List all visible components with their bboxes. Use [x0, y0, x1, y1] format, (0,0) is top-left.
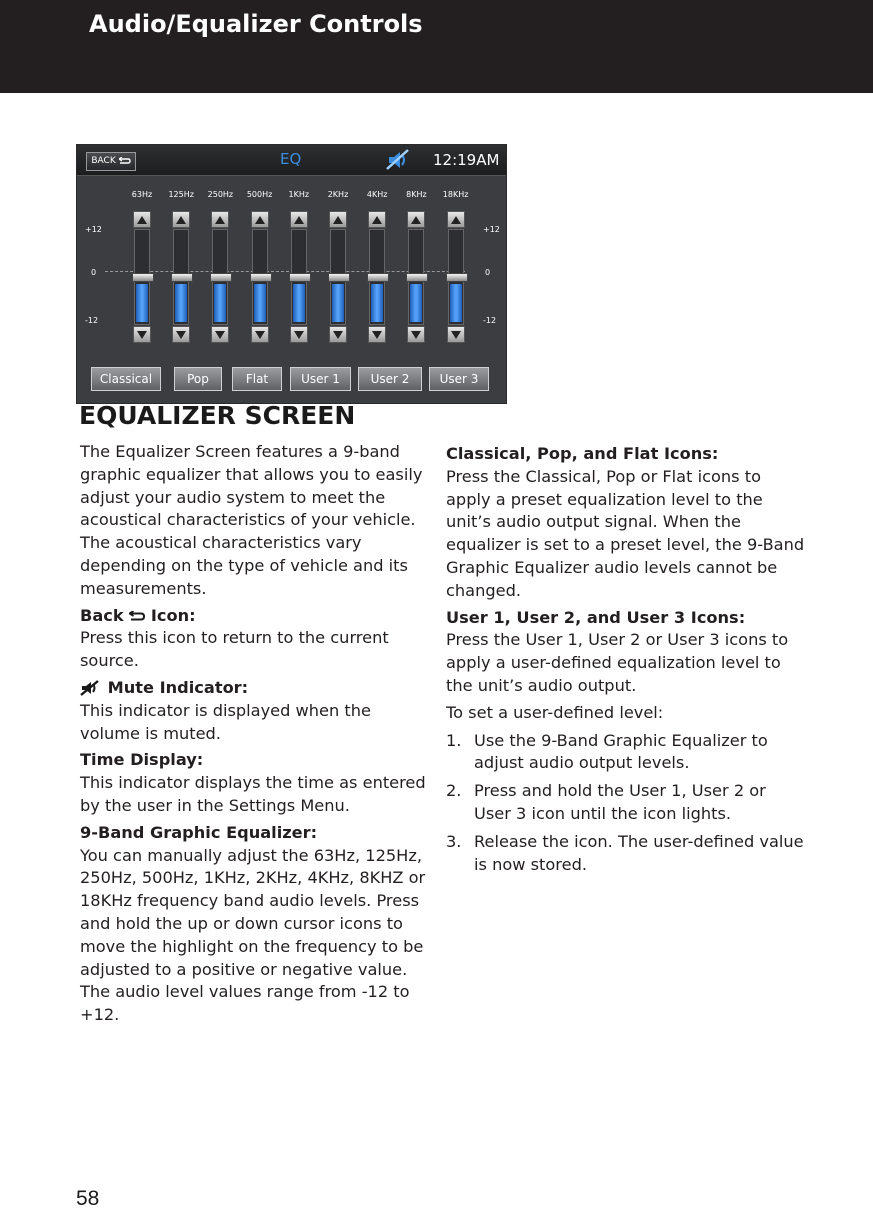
step-item [446, 780, 806, 826]
scale-min-right: -12 [483, 316, 497, 325]
preset-user1-button[interactable]: User 1 [290, 367, 351, 391]
step-text: Press and hold the User 1, User 2 or User 3 icon until the icon lights. [474, 781, 766, 823]
band-track [369, 229, 385, 325]
mute-icon [385, 147, 411, 173]
freq-label: 2KHz [327, 190, 349, 199]
preset-heading: Classical, Pop, and Flat Icons: [446, 444, 719, 463]
geq-heading: 9-Band Graphic Equalizer: [80, 822, 318, 842]
band-knob[interactable] [210, 273, 232, 282]
eq-screenshot [76, 144, 507, 404]
band-up-button[interactable] [329, 211, 347, 228]
time-text: This indicator displays the time as entered by the user in the Settings Menu. [80, 773, 426, 815]
time-heading: Time Display: [80, 750, 204, 770]
band-up-button[interactable] [290, 211, 308, 228]
preset-user2-button[interactable]: User 2 [358, 367, 422, 391]
back-heading-suffix: Icon: [145, 605, 196, 625]
band-down-button[interactable] [368, 326, 386, 343]
band-knob[interactable] [406, 273, 428, 282]
band-down-button[interactable] [211, 326, 229, 343]
freq-label: 4KHz [366, 190, 388, 199]
band-down-button[interactable] [251, 326, 269, 343]
preset-pop-button[interactable]: Pop [174, 367, 222, 391]
band-up-button[interactable] [447, 211, 465, 228]
band-knob[interactable] [132, 273, 154, 282]
freq-label: 63Hz [131, 190, 153, 199]
band-level-fill [371, 284, 383, 323]
step-item [446, 730, 806, 776]
freq-label: 8KHz [406, 190, 427, 199]
user-set-text: To set a user-defined level: [446, 702, 664, 722]
band-down-button[interactable] [447, 326, 465, 343]
mute-icon [80, 680, 102, 696]
step-item [446, 831, 806, 877]
user-heading: User 1, User 2, and User 3 Icons: [446, 607, 746, 627]
band-track [448, 229, 464, 325]
back-heading [80, 605, 432, 628]
back-button[interactable] [86, 152, 136, 171]
band-level-fill [410, 284, 422, 323]
band-level-fill [254, 284, 266, 323]
band-up-button[interactable] [251, 211, 269, 228]
band-knob[interactable] [367, 273, 389, 282]
mute-heading [80, 677, 432, 700]
scale-zero-right: 0 [485, 268, 491, 277]
band-up-button[interactable] [133, 211, 151, 228]
band-knob[interactable] [171, 273, 193, 282]
band-level-fill [214, 284, 226, 323]
scale-zero-left: 0 [91, 268, 97, 277]
preset-flat-button[interactable]: Flat [232, 367, 282, 391]
back-label: BACK [91, 156, 116, 166]
band-down-button[interactable] [329, 326, 347, 343]
band-knob[interactable] [250, 273, 272, 282]
mute-heading-label: Mute Indicator: [107, 677, 249, 697]
band-up-button[interactable] [407, 211, 425, 228]
preset-text: Press the Classical, Pop or Flat icons to apply a preset equalization level to the unit’s audio output signal. When the equalizer is set to a preset level, the 9-Band Graphic Equalizer audio levels cannot be changed. [446, 466, 805, 600]
right-column [446, 439, 806, 876]
back-text: Press this icon to return to the current source. [80, 628, 389, 671]
scale-min-left: -12 [85, 316, 99, 325]
band-down-button[interactable] [407, 326, 425, 343]
band-level-fill [332, 284, 344, 323]
eq-title: EQ [280, 150, 302, 168]
freq-label: 18KHz [442, 190, 469, 199]
page-header-title: Audio/Equalizer Controls [89, 10, 423, 38]
preset-user3-button[interactable]: User 3 [429, 367, 489, 391]
band-down-button[interactable] [172, 326, 190, 343]
freq-label: 125Hz [168, 190, 194, 199]
freq-label: 1KHz [288, 190, 310, 199]
freq-label: 250Hz [207, 190, 234, 199]
preset-bar [91, 367, 495, 393]
band-knob[interactable] [446, 273, 468, 282]
band-knob[interactable] [328, 273, 350, 282]
band-level-fill [450, 284, 462, 323]
section-heading: EQUALIZER SCREEN [79, 401, 356, 430]
band-down-button[interactable] [133, 326, 151, 343]
band-track [330, 229, 346, 325]
freq-label: 500Hz [246, 190, 273, 199]
back-arrow-icon [119, 157, 131, 165]
back-heading-label: Back [80, 605, 124, 625]
eq-topbar [77, 145, 506, 176]
preset-classical-button[interactable]: Classical [91, 367, 161, 391]
band-track [408, 229, 424, 325]
step-number: 2. [446, 781, 462, 801]
geq-text: You can manually adjust the 63Hz, 125Hz, 250Hz, 500Hz, 1KHz, 2KHz, 4KHz, 8KHZ or 18KHz frequency band audio levels. Press and hold the up or down cursor icons to move the highlight on the frequency to be adjusted to a positive or negative value. The audio level values range from -12 to +12. [80, 845, 426, 1025]
band-level-fill [293, 284, 305, 323]
band-level-fill [175, 284, 187, 323]
page-number: 58 [76, 1187, 100, 1210]
page-header [0, 0, 873, 93]
band-level-fill [136, 284, 148, 323]
step-text: Release the icon. The user-defined value is now stored. [474, 831, 804, 874]
left-column [80, 441, 432, 1027]
mute-text: This indicator is displayed when the volume is muted. [80, 700, 371, 743]
band-up-button[interactable] [368, 211, 386, 228]
band-up-button[interactable] [172, 211, 190, 228]
band-up-button[interactable] [211, 211, 229, 228]
band-track [173, 229, 189, 325]
user-text: Press the User 1, User 2 or User 3 icons to apply a user-defined equalization level to the unit’s audio output. [446, 630, 789, 695]
step-number: 1. [446, 730, 462, 750]
band-track [291, 229, 307, 325]
step-text: Use the 9-Band Graphic Equalizer to adjust audio output levels. [474, 730, 768, 773]
back-arrow-icon [129, 611, 145, 622]
band-track [134, 229, 150, 325]
band-track [252, 229, 268, 325]
band-knob[interactable] [289, 273, 311, 282]
scale-max-right: +12 [483, 225, 500, 234]
eq-time: 12:19AM [433, 151, 500, 169]
step-number: 3. [446, 831, 462, 851]
band-down-button[interactable] [290, 326, 308, 343]
intro-text: The Equalizer Screen features a 9-band graphic equalizer that allows you to easily adjust your audio system to meet the acoustical characteristics of your vehicle. The acoustical characteristics vary depending on the type of vehicle and its measurements. [80, 442, 423, 598]
band-track [212, 229, 228, 325]
scale-max-left: +12 [85, 225, 102, 234]
